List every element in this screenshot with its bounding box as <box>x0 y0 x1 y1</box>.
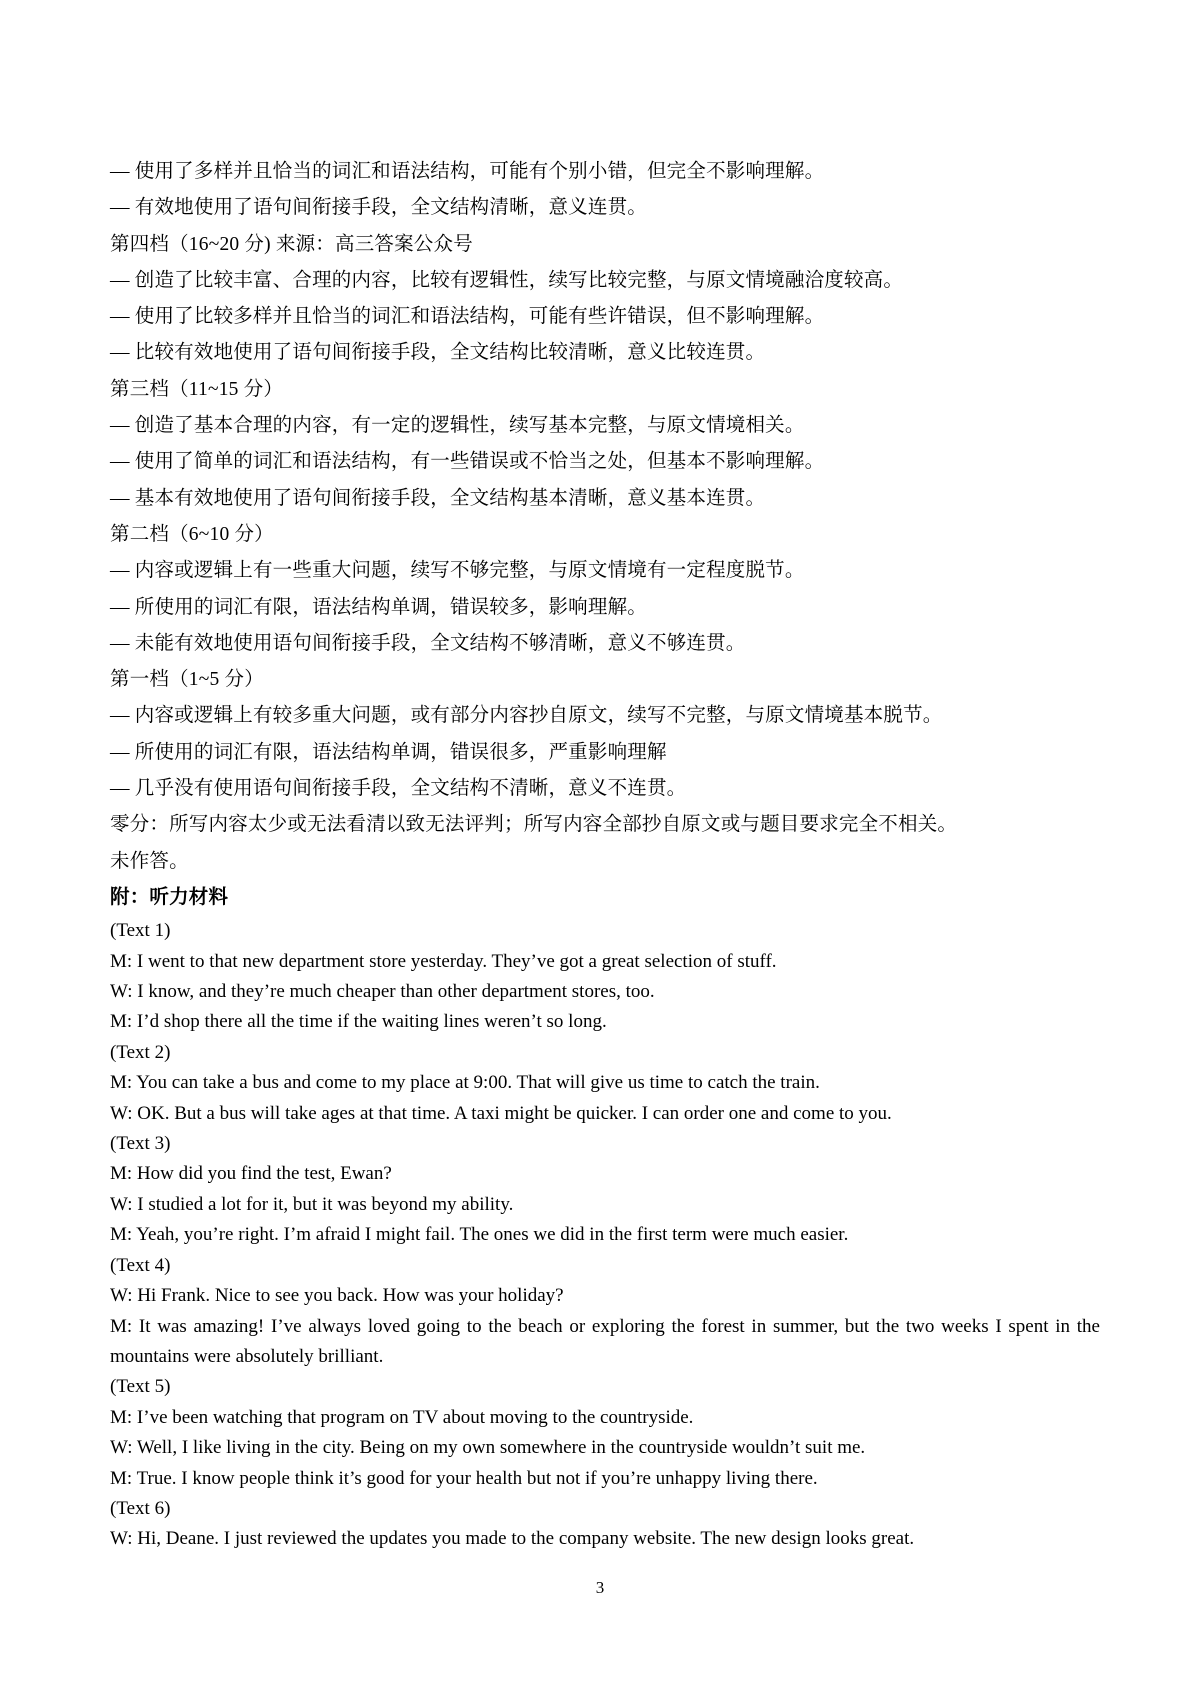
rubric-item: — 使用了比较多样并且恰当的词汇和语法结构，可能有些许错误，但不影响理解。 <box>110 306 825 328</box>
rubric-section <box>110 154 1100 880</box>
text-label: (Text 1) <box>110 920 171 942</box>
dialogue-line: M: I went to that new department store yesterday. They’ve got a great selection of stuff. <box>110 950 777 972</box>
page-number: 3 <box>595 1578 605 1597</box>
dialogue-line: W: Hi, Deane. I just reviewed the updates you made to the company website. The new design looks great. <box>110 1528 915 1550</box>
text-label: (Text 2) <box>110 1041 171 1063</box>
listening-appendix <box>110 880 1100 1555</box>
dialogue-line: M: I’d shop there all the time if the waiting lines weren’t so long. <box>110 1011 607 1033</box>
dialogue-line: M: True. I know people think it’s good for your health but not if you’re unhappy living there. <box>110 1467 818 1489</box>
rubric-item: — 几乎没有使用语句间衔接手段，全文结构不清晰，意义不连贯。 <box>110 778 687 800</box>
rubric-item: — 内容或逻辑上有较多重大问题，或有部分内容抄自原文，续写不完整，与原文情境基本脱节。 <box>110 705 943 727</box>
unanswered-line: 未作答。 <box>110 850 189 872</box>
dialogue-line: M: How did you find the test, Ewan? <box>110 1163 392 1185</box>
rubric-item: — 有效地使用了语句间衔接手段，全文结构清晰，意义连贯。 <box>110 197 647 219</box>
text-label: (Text 3) <box>110 1133 171 1155</box>
level-1-heading: 第一档（1~5 分） <box>110 669 264 691</box>
rubric-item: — 内容或逻辑上有一些重大问题，续写不够完整，与原文情境有一定程度脱节。 <box>110 560 805 582</box>
rubric-item: — 所使用的词汇有限，语法结构单调，错误较多，影响理解。 <box>110 596 647 618</box>
dialogue-line: W: OK. But a bus will take ages at that time. A taxi might be quicker. I can order one and come to you. <box>110 1102 892 1124</box>
dialogue-line: W: I studied a lot for it, but it was beyond my ability. <box>110 1193 514 1215</box>
rubric-item: — 创造了比较丰富、合理的内容，比较有逻辑性，续写比较完整，与原文情境融洽度较高。 <box>110 269 904 291</box>
rubric-item: — 使用了多样并且恰当的词汇和语法结构，可能有个别小错，但完全不影响理解。 <box>110 161 825 182</box>
appendix-title: 附：听力材料 <box>110 886 229 908</box>
rubric-item: — 基本有效地使用了语句间衔接手段，全文结构基本清晰，意义基本连贯。 <box>110 487 766 509</box>
text-label: (Text 5) <box>110 1376 171 1398</box>
level-3-heading: 第三档（11~15 分） <box>110 378 284 400</box>
rubric-item: — 比较有效地使用了语句间衔接手段，全文结构比较清晰，意义比较连贯。 <box>110 342 766 364</box>
dialogue-line: W: I know, and they’re much cheaper than other department stores, too. <box>110 981 655 1003</box>
rubric-item: — 创造了基本合理的内容，有一定的逻辑性，续写基本完整，与原文情境相关。 <box>110 415 805 437</box>
dialogue-line: M: Yeah, you’re right. I’m afraid I might fail. The ones we did in the first term were much easier. <box>110 1224 849 1246</box>
level-2-heading: 第二档（6~10 分） <box>110 523 274 545</box>
rubric-item: — 未能有效地使用语句间衔接手段，全文结构不够清晰，意义不够连贯。 <box>110 632 746 654</box>
dialogue-line: M: I’ve been watching that program on TV about moving to the countryside. <box>110 1406 694 1428</box>
dialogue-line: M: You can take a bus and come to my place at 9:00. That will give us time to catch the train. <box>110 1072 820 1094</box>
dialogue-line: M: It was amazing! I’ve always loved going to the beach or exploring the forest in summer, but the two weeks I spent in the mountains were absolutely brilliant. <box>110 1315 1100 1367</box>
dialogue-line: W: Hi Frank. Nice to see you back. How was your holiday? <box>110 1285 564 1307</box>
rubric-item: — 所使用的词汇有限，语法结构单调，错误很多，严重影响理解 <box>110 741 667 763</box>
zero-score-line: 零分：所写内容太少或无法看清以致无法评判；所写内容全部抄自原文或与题目要求完全不相关。 <box>110 814 958 836</box>
text-label: (Text 4) <box>110 1254 171 1276</box>
level-4-heading: 第四档（16~20 分) 来源：高三答案公众号 <box>110 233 473 255</box>
rubric-item: — 使用了简单的词汇和语法结构，有一些错误或不恰当之处，但基本不影响理解。 <box>110 451 825 473</box>
document-page <box>110 154 1100 1555</box>
text-label: (Text 6) <box>110 1497 171 1519</box>
dialogue-line: W: Well, I like living in the city. Being on my own somewhere in the countryside wouldn’t suit me. <box>110 1437 866 1459</box>
